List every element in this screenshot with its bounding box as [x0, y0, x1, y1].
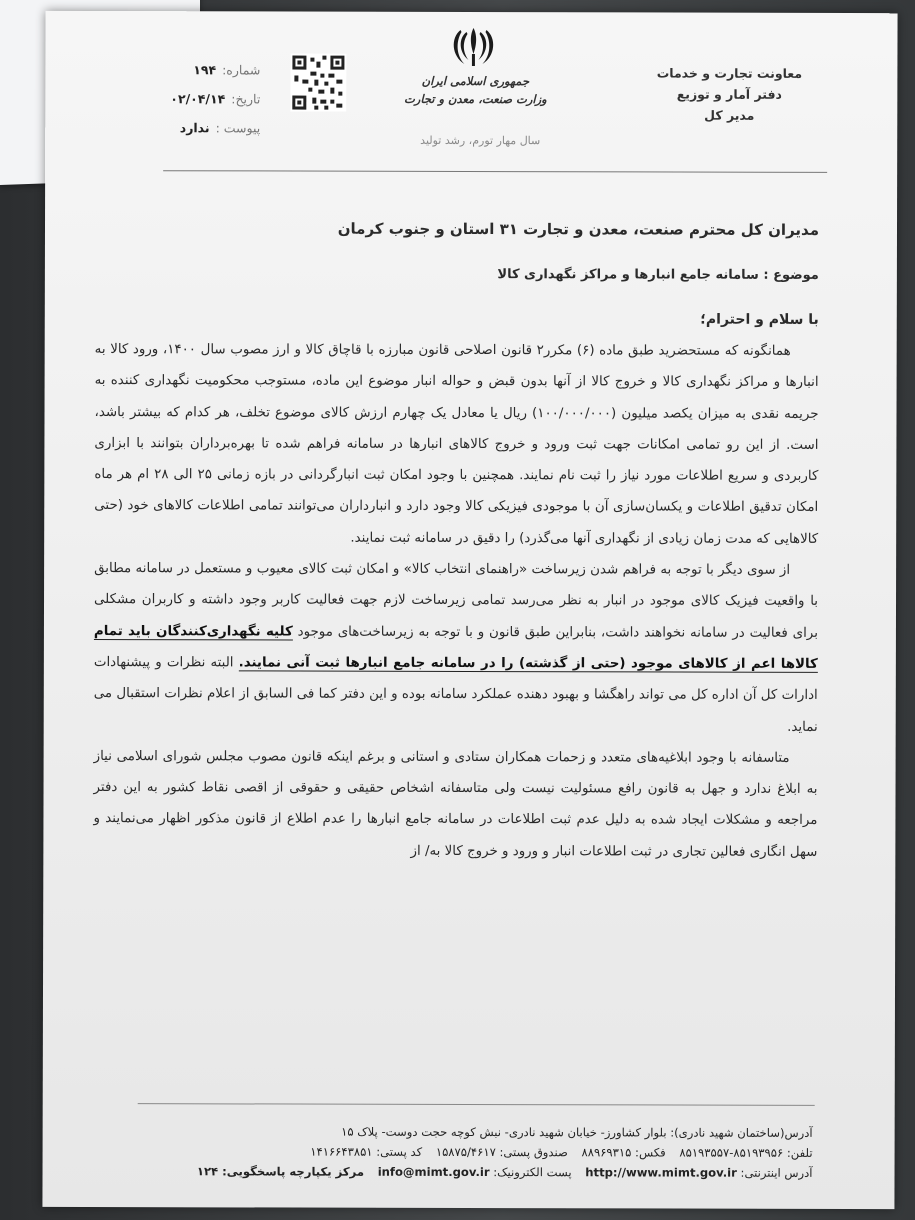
office-line-3: مدیر کل [704, 107, 755, 123]
letter-attachment-value: ندارد [179, 120, 210, 136]
footer-address: آدرس(ساختمان شهید نادری): بلوار کشاورز- خیابان شهید نادری- نبش کوچه حجت دوست- پلاک ۱۵ [341, 1124, 813, 1140]
letter-date-row [25, 84, 260, 114]
footer-pobox: صندوق پستی: ۱۵۸۷۵/۴۶۱۷ [435, 1144, 568, 1160]
footer-fax: فکس: ۸۸۹۶۹۳۱۵ [581, 1145, 666, 1160]
letter-number-row [25, 55, 260, 85]
footer-website-link[interactable]: http://www.mimt.gov.ir [585, 1165, 737, 1180]
paragraph-2-emphasis: کلیه نگهداری‌کنندگان باید تمام کالاها اعم از کالاهای موجود (حتی از گذشته) را در سامانه جامع انبارها ثبت آنی نمایند. [93, 623, 818, 672]
footer-divider [138, 1103, 815, 1106]
letter-number-value: ۱۹۴ [193, 62, 217, 78]
paragraph-2-text-b: البته نظرات و پیشنهادات ادارات کل آن اداره کل می تواند راهگشا و بهبود دهنده عملکرد سامانه بوده و این دفتر کما فی السابق از اعلام نظرات استقبال می نماید. [93, 654, 818, 735]
iran-emblem-icon [448, 24, 498, 72]
letter-attachment-label: پیوست : [215, 120, 261, 136]
header-divider [163, 170, 827, 173]
footer-email-link[interactable]: info@mimt.gov.ir [377, 1164, 490, 1180]
letter-date-value: ۰۲/۰۴/۱۴ [170, 91, 226, 107]
ministry-name [400, 72, 550, 108]
paragraph-2 [94, 553, 818, 743]
footer-postcode: کد پستی: ۱۴۱۶۶۴۳۸۵۱ [310, 1144, 423, 1159]
qr-code-icon [290, 54, 346, 112]
letter-footer [133, 1121, 813, 1183]
footer-web-row [133, 1161, 813, 1183]
ministry-line-1: جمهوری اسلامی ایران [421, 73, 530, 89]
paragraph-1 [94, 334, 819, 555]
paragraph-2-text-a: از سوی دیگر با توجه به فراهم شدن زیرساخت «راهنمای انتخاب کالا» و امکان ثبت کالای معیوب و مستعمل در سامانه مطابق با واقعیت فیزیک کالای موجود در انبار به نظر می‌رسد تمامی زیرساخت لازم جهت فعالیت کاربر وجود داشته و کاربران مشکلی برای فعالیت در سامانه نخواهند داشت، بنابراین طبق قانون و با توجه به زیرساخت‌های موجود [94, 561, 819, 641]
letter-date-label: تاریخ: [231, 91, 261, 107]
letter-body [93, 219, 819, 868]
paragraph-3 [93, 741, 817, 868]
paragraph-1-text: همانگونه که مستحضرید طبق ماده (۶) مکرر۲ قانون اصلاحی قانون مبارزه با قاچاق کالا و ارز مصوب سال ۱۴۰۰، ورود کالا به انبارها و مراکز نگهداری کالا و خروج کالا از آنها بدون قبض و حواله انبار موضوع این ماده، مستوجب محکومیت نگهداری کننده به جریمه نقدی به میزان یکصد میلیون (۱۰۰/۰۰۰/۰۰۰) ریال یا معادل یک چهارم ارزش کالای موضوع تخلف، هر کدام که بیشتر باشد، است. از این رو تمامی امکانات جهت ثبت ورود و خروج کالاهای انبارها در سامانه فراهم شده تا بهره‌برداران بتوانند با ابزاری کاربردی و سریع اطلاعات مورد نیاز را ثبت نام نمایند. همچنین با وجود امکان ثبت انبارگردانی در بازه زمانی ۲۵ الی ۲۸ ام هر ماه امکان تدقیق اطلاعات و یکسان‌سازی آن با موجودی فیزیکی کالا وجود دارد و انبارداران می‌توانند تمامی اطلاعات کالاهای خود (حتی کالاهایی که مدت زمان زیادی از نگهداری آنها می‌گذرد) را دقیق در سامانه ثبت نمایند. [94, 342, 819, 547]
footer-contacts-row [133, 1141, 813, 1163]
ministry-line-2: وزارت صنعت، معدن و تجارت [403, 91, 547, 107]
office-line-2: دفتر آمار و توزیع [676, 86, 782, 102]
paragraph-3-text: متاسفانه با وجود ابلاغیه‌های متعدد و زحمات همکاران ستادی و استانی و برغم اینکه قانون مصوب مجلس شورای اسلامی نیاز به ابلاغ ندارد و جهل به قانون رافع مسئولیت نیست ولی متاسفانه اشخاص حقیقی و حقوقی از اقصی نقاط کشور به این دفتر مراجعه و مشکلات ایجاد شده به دلیل عدم ثبت اطلاعات در سامانه جامع انبارها را عدم اطلاع از قانون مذکور اظهار می‌نمایند و سهل انگاری فعالین تجاری در ثبت اطلاعات انبار و ورود و خروج کالا به/ از [93, 748, 818, 860]
footer-email-label: پست الکترونیک: [493, 1165, 572, 1180]
letter-sheet [42, 11, 897, 1209]
letter-subject: موضوع : سامانه جامع انبارها و مراکز نگهداری کالا [497, 267, 819, 283]
letter-meta [25, 55, 260, 143]
letter-attachment-row [25, 113, 260, 143]
letter-number-label: شماره: [222, 62, 261, 78]
office-heading [649, 62, 809, 125]
footer-callcenter: مرکز یکپارچه پاسخگویی: ۱۲۴ [196, 1164, 365, 1179]
footer-phone: تلفن: ۸۵۱۹۳۹۵۶-۸۵۱۹۳۵۵۷ [679, 1145, 813, 1160]
office-line-1: معاونت تجارت و خدمات [656, 65, 803, 81]
letter-recipient: مدیران کل محترم صنعت، معدن و تجارت ۳۱ استان و جنوب کرمان [337, 219, 820, 239]
footer-website-label: آدرس اینترنتی: [740, 1165, 813, 1180]
year-motto: سال مهار تورم، رشد تولید [420, 133, 541, 148]
letter-greeting: با سلام و احترام؛ [700, 311, 819, 328]
